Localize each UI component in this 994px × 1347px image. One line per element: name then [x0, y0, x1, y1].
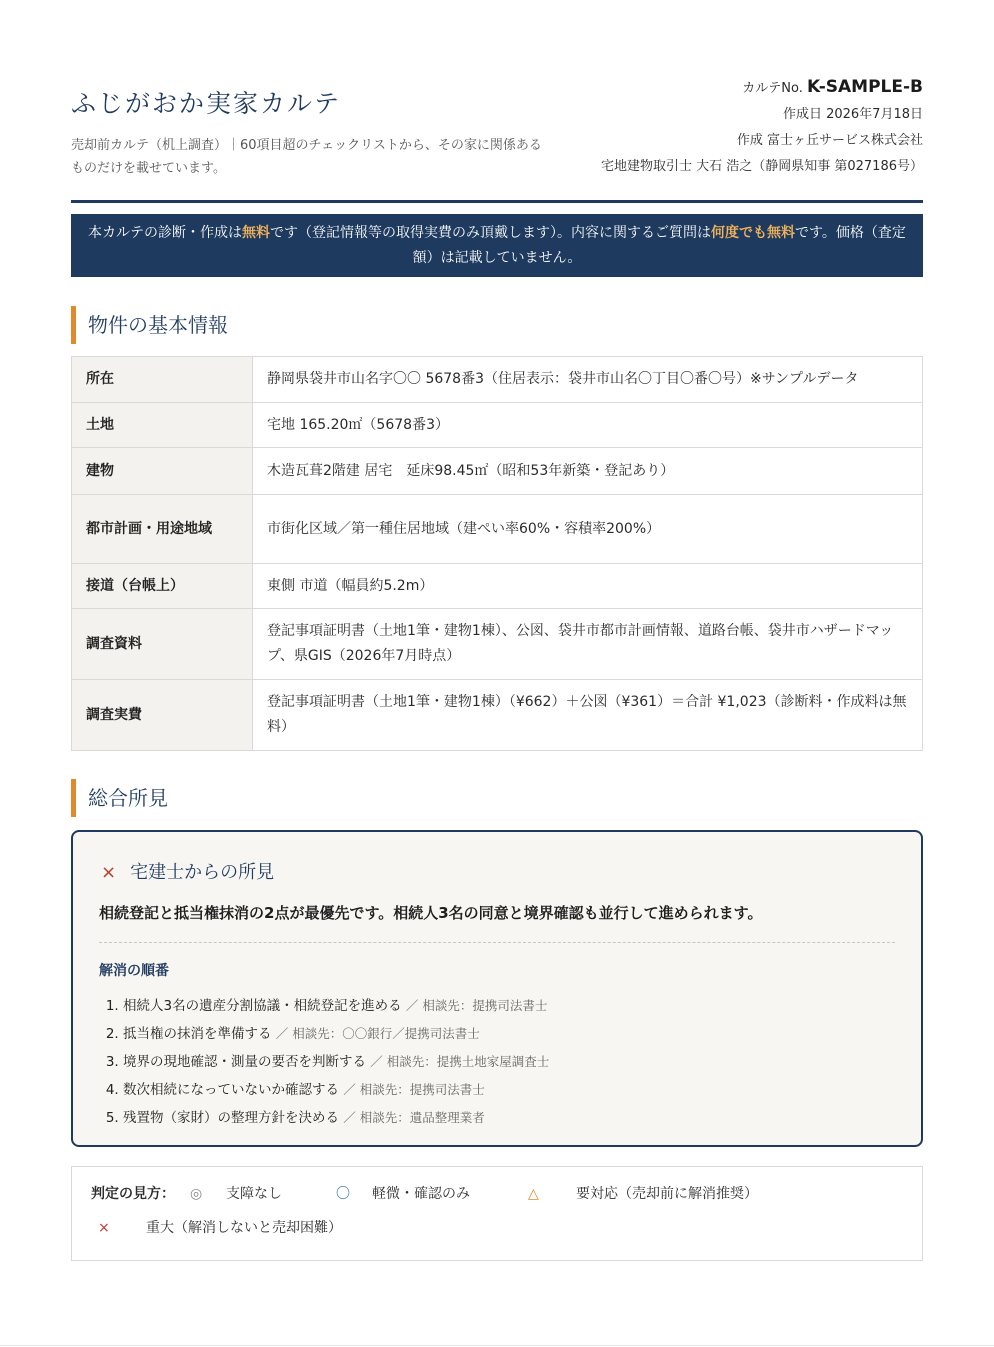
table-row	[72, 680, 923, 751]
free-service-banner	[71, 214, 923, 277]
basic-info-table	[71, 356, 923, 751]
findings-summary: 相続登記と抵当権抹消の2点が最優先です。相続人3名の同意と境界確認も並行して進められます。	[99, 904, 763, 922]
karte-number-value: K-SAMPLE-B	[807, 77, 923, 97]
row-value: 市街化区域／第一種住居地域（建ぺい率60%・容積率200%）	[253, 495, 923, 564]
triangle-icon: △	[528, 1186, 539, 1202]
double-circle-icon: ◎	[190, 1186, 203, 1202]
step-text: 抵当権の抹消を準備する	[123, 1026, 272, 1042]
banner-text-3: です。価格（査定額）は記載していません。	[412, 225, 906, 266]
legend-label: 支障なし	[226, 1186, 282, 1202]
legend-item-action-needed	[528, 1183, 758, 1203]
findings-title	[101, 858, 274, 884]
row-value: 東側 市道（幅員約5.2m）	[253, 564, 923, 609]
severe-mark-icon: ×	[101, 862, 117, 883]
legend-item-severe	[98, 1217, 342, 1237]
findings-title-text: 宅建士からの所見	[130, 862, 275, 883]
step-text: 数次相続になっていないか確認する	[123, 1082, 339, 1098]
row-value: 木造瓦葺2階建 居宅 延床98.45㎡（昭和53年新築・登記あり）	[253, 448, 923, 495]
legend-label: 要対応（売却前に解消推奨）	[576, 1186, 758, 1202]
row-value: 宅地 165.20㎡（5678番3）	[253, 403, 923, 448]
row-key: 土地	[72, 403, 253, 448]
table-row	[72, 495, 923, 564]
row-value: 静岡県袋井市山名字〇〇 5678番3（住居表示：袋井市山名〇丁目〇番〇号）※サンプルデータ	[253, 357, 923, 403]
list-item	[123, 992, 549, 1020]
karte-number	[601, 74, 923, 102]
step-text: 境界の現地確認・測量の要否を判断する	[123, 1054, 366, 1070]
banner-text-1: 本カルテの診断・作成は	[88, 225, 243, 241]
row-value: 登記事項証明書（土地1筆・建物1棟）（¥662）＋公図（¥361）＝合計 ¥1,023（診断料・作成料は無料）	[253, 680, 923, 751]
step-contact: ／ 相談先：〇〇銀行／提携司法書士	[275, 1026, 480, 1041]
table-row	[72, 357, 923, 403]
page-title: ふじがおか実家カルテ	[71, 89, 342, 118]
page-bottom-rule	[0, 1345, 994, 1346]
created-by: 作成 富士ヶ丘サービス株式会社	[736, 133, 923, 148]
agent-license: 宅地建物取引士 大石 浩之（静岡県知事 第027186号）	[600, 159, 923, 174]
page-subtitle: 売却前カルテ（机上調査）｜60項目超のチェックリストから、その家に関係あるものだけを載せています。	[71, 138, 542, 176]
legend-item-no-issue	[190, 1183, 282, 1203]
section-heading-overall: 総合所見	[71, 779, 168, 817]
legend-title: 判定の見方：	[91, 1186, 175, 1202]
banner-highlight-always-free: 何度でも無料	[711, 225, 796, 241]
list-item	[123, 1104, 549, 1132]
row-key: 所在	[72, 357, 253, 403]
list-item	[123, 1048, 549, 1076]
step-text: 相続人3名の遺産分割協議・相続登記を進める	[123, 998, 402, 1014]
list-item	[123, 1020, 549, 1048]
header	[71, 0, 923, 203]
circle-icon: 〇	[336, 1186, 350, 1202]
row-key: 建物	[72, 448, 253, 495]
created-date: 作成日 2026年7月18日	[782, 107, 923, 122]
row-key: 調査実費	[72, 680, 253, 751]
step-text: 残置物（家財）の整理方針を決める	[123, 1110, 339, 1126]
step-contact: ／ 相談先：提携司法書士	[343, 1082, 485, 1097]
karte-number-label: カルテNo.	[742, 81, 803, 96]
judgement-legend	[71, 1166, 923, 1261]
legend-label: 軽微・確認のみ	[372, 1186, 470, 1202]
table-row	[72, 564, 923, 609]
cross-icon: ×	[98, 1220, 110, 1236]
table-row	[72, 609, 923, 680]
findings-box	[71, 830, 923, 1147]
legend-label: 重大（解消しないと売却困難）	[146, 1220, 342, 1236]
section-heading-basic-info: 物件の基本情報	[71, 306, 228, 344]
step-contact: ／ 相談先：提携司法書士	[405, 998, 548, 1013]
karte-meta	[601, 74, 923, 180]
banner-text-2: です（登記情報等の取得実費のみ頂戴します）。内容に関するご質問は	[270, 225, 712, 241]
steps-heading: 解消の順番	[99, 963, 169, 979]
divider	[99, 942, 895, 943]
row-key: 都市計画・用途地域	[72, 495, 253, 564]
list-item	[123, 1076, 549, 1104]
row-key: 接道（台帳上）	[72, 564, 253, 609]
resolution-steps	[99, 992, 549, 1132]
table-row	[72, 448, 923, 495]
step-contact: ／ 相談先：遺品整理業者	[343, 1110, 485, 1125]
step-contact: ／ 相談先：提携土地家屋調査士	[370, 1054, 550, 1069]
legend-item-minor	[336, 1183, 470, 1203]
row-key: 調査資料	[72, 609, 253, 680]
banner-highlight-free: 無料	[242, 225, 271, 241]
row-value: 登記事項証明書（土地1筆・建物1棟）、公図、袋井市都市計画情報、道路台帳、袋井市ハザードマップ、県GIS（2026年7月時点）	[253, 609, 923, 680]
table-row	[72, 403, 923, 448]
